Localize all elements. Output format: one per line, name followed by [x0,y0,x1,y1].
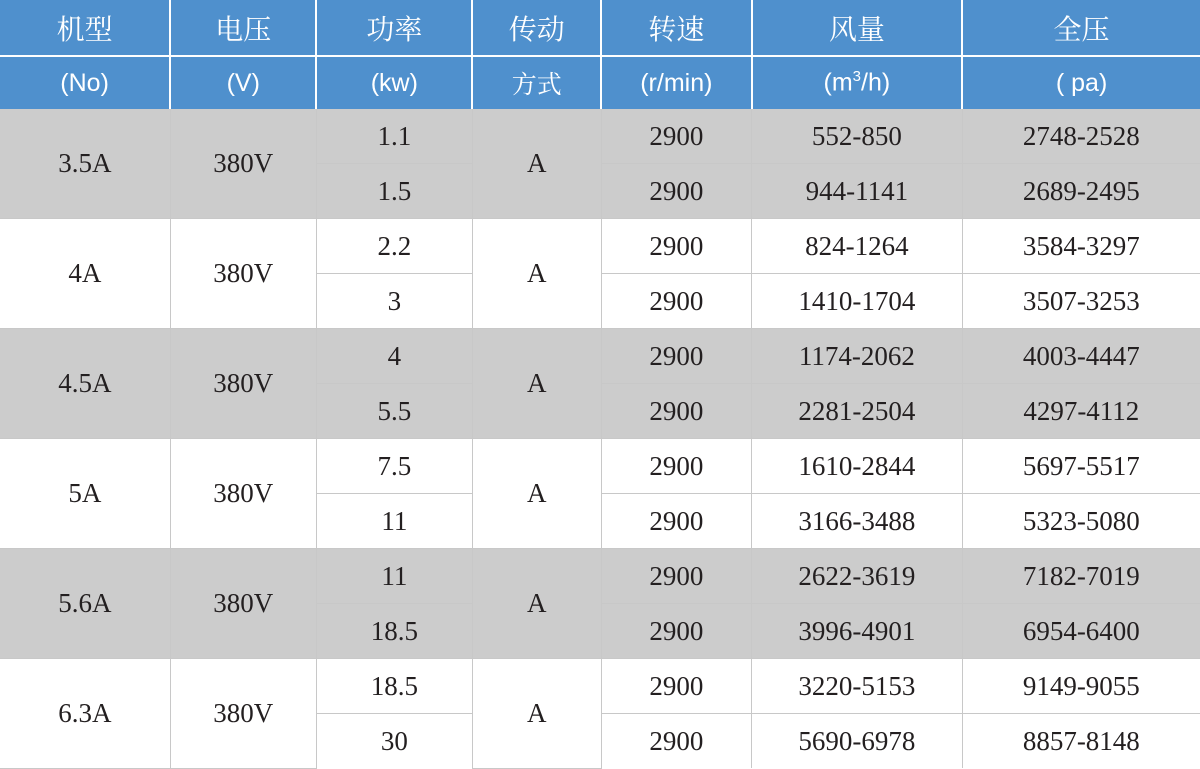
column-header-airflow: 风量 [752,0,963,56]
cell-airflow: 824-1264 [752,219,963,274]
table-row [0,439,1200,494]
cell-power: 4 [316,329,472,384]
cell-airflow: 3166-3488 [752,494,963,549]
cell-airflow: 2281-2504 [752,384,963,439]
table-row [0,659,1200,714]
cell-total-pressure: 7182-7019 [962,549,1200,604]
cell-model: 4A [0,219,170,329]
cell-voltage: 380V [170,219,316,329]
column-unit-voltage: (V) [170,56,316,109]
cell-airflow: 944-1141 [752,164,963,219]
cell-airflow: 552-850 [752,109,963,164]
cell-speed: 2900 [601,109,752,164]
cell-drive-type: A [472,219,601,329]
column-header-voltage: 电压 [170,0,316,56]
cell-total-pressure: 2689-2495 [962,164,1200,219]
table-body [0,109,1200,768]
table-header [0,0,1200,109]
cell-speed: 2900 [601,384,752,439]
header-row-units [0,56,1200,109]
cell-total-pressure: 8857-8148 [962,714,1200,769]
cell-speed: 2900 [601,164,752,219]
column-unit-airflow [752,56,963,109]
table-row [0,109,1200,164]
column-unit-speed: (r/min) [601,56,752,109]
cell-speed: 2900 [601,494,752,549]
cell-total-pressure: 4003-4447 [962,329,1200,384]
cell-model: 3.5A [0,109,170,219]
column-header-power: 功率 [316,0,472,56]
column-unit-model: (No) [0,56,170,109]
cell-power: 1.1 [316,109,472,164]
cell-speed: 2900 [601,329,752,384]
airflow-unit-prefix: (m [823,68,853,97]
cell-total-pressure: 5323-5080 [962,494,1200,549]
cell-total-pressure: 3507-3253 [962,274,1200,329]
column-header-speed: 转速 [601,0,752,56]
cell-voltage: 380V [170,549,316,659]
cell-speed: 2900 [601,714,752,769]
cell-power: 3 [316,274,472,329]
cell-total-pressure: 2748-2528 [962,109,1200,164]
cell-power: 1.5 [316,164,472,219]
cell-airflow: 5690-6978 [752,714,963,769]
table-row [0,549,1200,604]
cell-power: 7.5 [316,439,472,494]
column-header-total-pressure: 全压 [962,0,1200,56]
column-header-model: 机型 [0,0,170,56]
cell-total-pressure: 9149-9055 [962,659,1200,714]
column-unit-total-pressure: ( pa) [962,56,1200,109]
cell-power: 18.5 [316,659,472,714]
cell-voltage: 380V [170,329,316,439]
cell-power: 11 [316,494,472,549]
cell-speed: 2900 [601,659,752,714]
cell-airflow: 3996-4901 [752,604,963,659]
cell-airflow: 1610-2844 [752,439,963,494]
cell-airflow: 1174-2062 [752,329,963,384]
header-row-titles [0,0,1200,56]
cell-power: 18.5 [316,604,472,659]
cell-speed: 2900 [601,439,752,494]
cell-model: 5A [0,439,170,549]
cell-total-pressure: 6954-6400 [962,604,1200,659]
cell-power: 2.2 [316,219,472,274]
cell-voltage: 380V [170,109,316,219]
cell-voltage: 380V [170,439,316,549]
cell-total-pressure: 3584-3297 [962,219,1200,274]
table-row [0,329,1200,384]
cell-speed: 2900 [601,549,752,604]
cell-drive-type: A [472,659,601,769]
cell-airflow: 3220-5153 [752,659,963,714]
cell-airflow: 1410-1704 [752,274,963,329]
column-unit-power: (kw) [316,56,472,109]
cell-model: 5.6A [0,549,170,659]
cell-power: 5.5 [316,384,472,439]
cell-model: 6.3A [0,659,170,769]
cell-speed: 2900 [601,604,752,659]
cell-model: 4.5A [0,329,170,439]
cell-drive-type: A [472,109,601,219]
column-header-drive-type: 传动 [472,0,601,56]
cell-airflow: 2622-3619 [752,549,963,604]
cell-total-pressure: 5697-5517 [962,439,1200,494]
column-unit-drive-type: 方式 [472,56,601,109]
cell-drive-type: A [472,329,601,439]
cell-total-pressure: 4297-4112 [962,384,1200,439]
cell-power: 11 [316,549,472,604]
cell-drive-type: A [472,549,601,659]
table-row [0,219,1200,274]
cell-speed: 2900 [601,274,752,329]
cell-drive-type: A [472,439,601,549]
airflow-unit-exponent: 3 [852,68,862,86]
cell-voltage: 380V [170,659,316,769]
airflow-unit-suffix: /h) [861,68,891,97]
cell-speed: 2900 [601,219,752,274]
cell-power: 30 [316,714,472,769]
